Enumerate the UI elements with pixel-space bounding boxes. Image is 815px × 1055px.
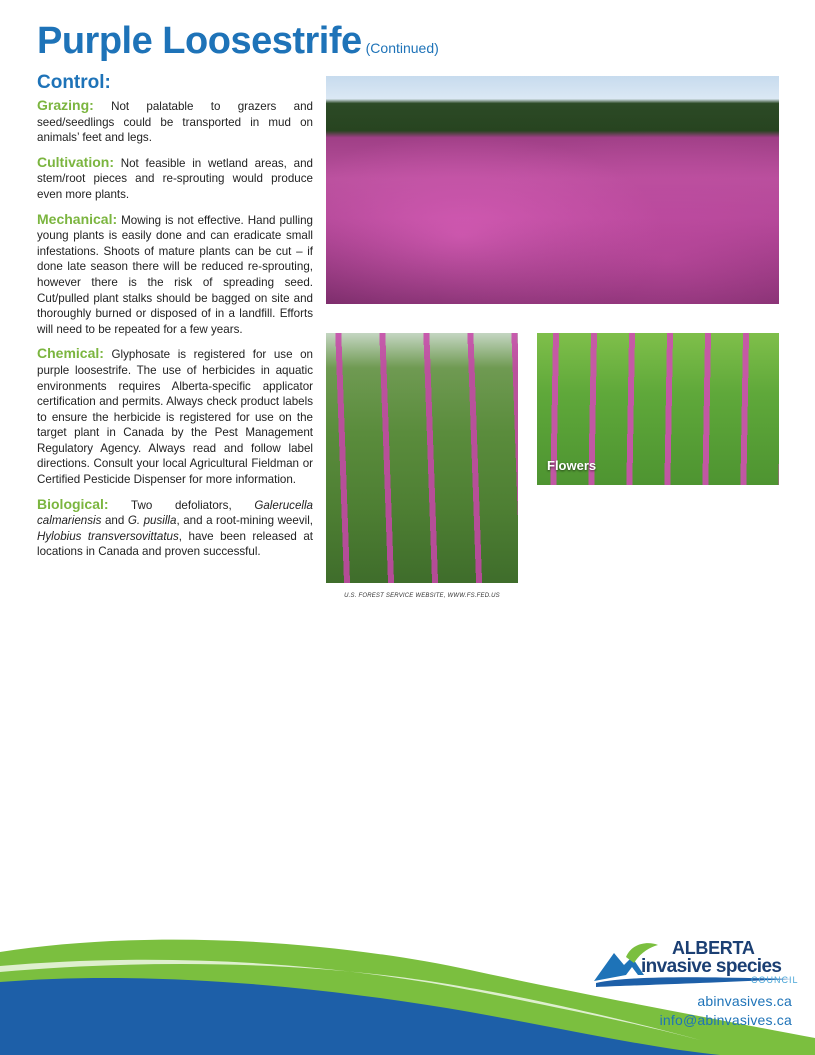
logo-text-council: COUNCIL (751, 975, 799, 985)
biological-species-2: G. pusilla (127, 514, 177, 528)
biological-label: Biological: (37, 495, 109, 512)
biological-text-1: Two defoliators, (108, 498, 255, 512)
biological-text-2: and (101, 514, 128, 528)
grazing-label: Grazing: (37, 97, 94, 113)
page-title (37, 20, 439, 63)
cultivation-text: Not feasible in wetland areas, and stem/root pieces and re-sprouting would produce even more plants. (37, 156, 313, 201)
biological-text-4: , have been released at locations in Canada and proven successful. (37, 529, 313, 559)
email-link[interactable]: info@abinvasives.ca (659, 1012, 792, 1028)
biological-species-1: Galerucella calmariensis (37, 498, 313, 528)
chemical-label: Chemical: (37, 345, 104, 362)
cultivation-paragraph (37, 155, 313, 203)
page-subtitle: (Continued) (365, 40, 439, 56)
cultivation-label: Cultivation: (37, 153, 114, 170)
biological-text-3: , and a root-mining weevil, (176, 514, 314, 528)
mechanical-paragraph (37, 212, 313, 338)
loosestrife-field-photo (326, 76, 779, 304)
mechanical-label: Mechanical: (37, 210, 118, 227)
photo-credit: U.S. FOREST SERVICE WEBSITE, WWW.FS.FED.US (344, 593, 500, 599)
grazing-paragraph (37, 98, 313, 146)
flowers-caption: Flowers (547, 458, 597, 473)
control-heading: Control: (37, 72, 111, 93)
biological-species-3: Hylobius transversovittatus (37, 529, 179, 543)
control-text-column (37, 98, 313, 569)
logo-text-invasive-species: invasive species (641, 956, 782, 977)
grazing-text: Not palatable to grazers and seed/seedlings could be transported in mud on animals’ feet and legs. (37, 100, 313, 145)
page-title-text: Purple Loosestrife (37, 20, 362, 62)
loosestrife-flowers-photo (537, 333, 779, 485)
chemical-text: Glyphosate is registered for use on purple loosestrife. The use of herbicides in aquatic environments requires Alberta-specific applicator certification and permits. Always check product labels to ensure the herbicide is registered for use on the target plant in Canada by the Pest Management Regulatory Agency. Always read and follow label directions. Consult your local Agricultural Fieldman or Certified Pesticide Dispenser for more information. (37, 348, 313, 487)
loosestrife-plants-photo (326, 333, 518, 583)
logo-text-alberta: ALBERTA (672, 938, 755, 958)
chemical-paragraph (37, 346, 313, 487)
biological-paragraph (37, 497, 313, 560)
mechanical-text: Mowing is not effective. Hand pulling young plants is easily done and can eradicate small infestations. Shoots of mature plants can be cut – if done late season there will be reduced re-sprouting, however there is the risk of spreading seed. Cut/pulled plant stalks should be bagged on site and thoroughly burned or disposed of in a landfill. Efforts will need to be repeated for a few years. (37, 213, 313, 336)
website-link[interactable]: abinvasives.ca (697, 993, 792, 1009)
